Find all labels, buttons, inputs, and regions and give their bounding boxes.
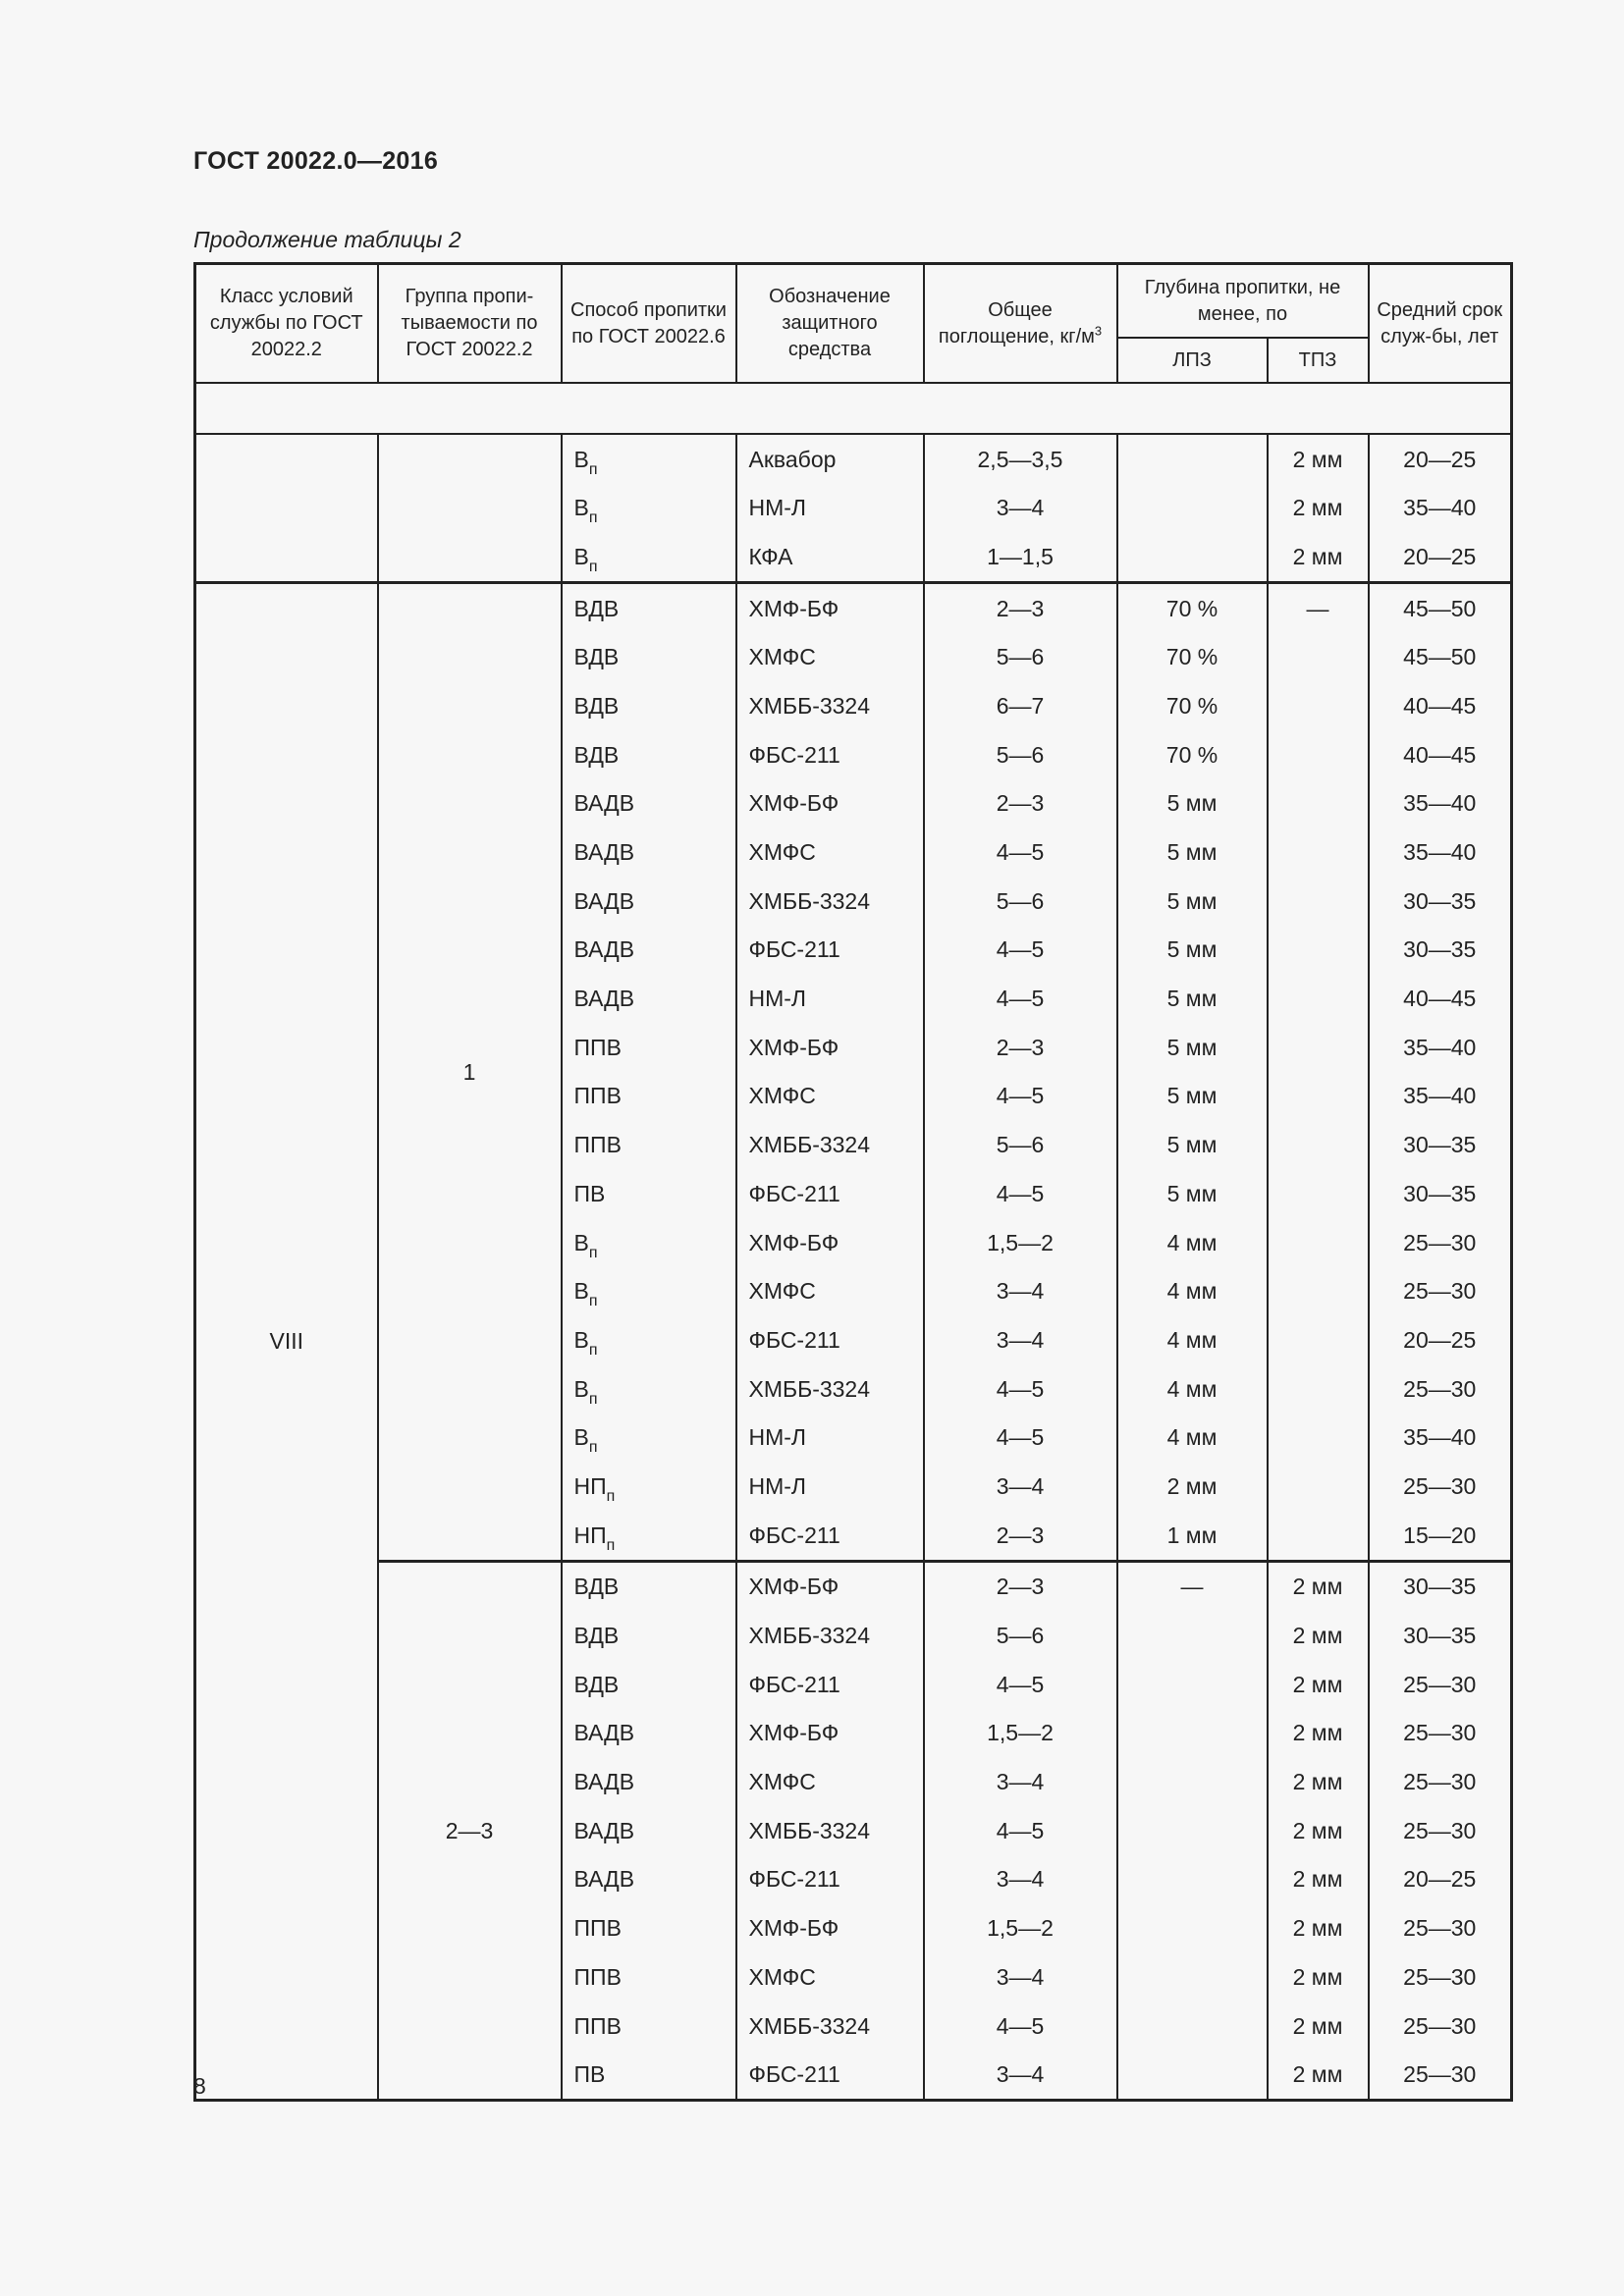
cell-lpz: 5 мм	[1117, 1120, 1268, 1169]
cell-lpz	[1117, 483, 1268, 532]
cell-tpz: 2 мм	[1268, 1709, 1369, 1758]
method-text: ППВ	[573, 1083, 622, 1109]
cell-tpz	[1268, 1266, 1369, 1315]
method-text: ВДВ	[573, 692, 620, 719]
cell-tpz: 2 мм	[1268, 483, 1369, 532]
cell-tpz	[1268, 1364, 1369, 1414]
cell-agent: НМ-Л	[736, 483, 924, 532]
cell-absorption: 5—6	[924, 877, 1117, 926]
cell-absorption: 3—4	[924, 1855, 1117, 1904]
cell-lpz: 5 мм	[1117, 974, 1268, 1023]
cell-tpz: 2 мм	[1268, 2002, 1369, 2051]
cell-class-viii: VIII	[195, 582, 378, 2100]
method-text: НП	[573, 1522, 607, 1548]
cell-agent: НМ-Л	[736, 1413, 924, 1462]
method-subscript: п	[588, 1293, 598, 1310]
cell-life: 30—35	[1369, 1169, 1512, 1218]
cell-tpz: 2 мм	[1268, 434, 1369, 484]
cell-absorption: 3—4	[924, 1462, 1117, 1511]
cell-lpz: 5 мм	[1117, 926, 1268, 975]
cell-method	[562, 730, 736, 779]
cell-life: 35—40	[1369, 1413, 1512, 1462]
document-header: ГОСТ 20022.0—2016	[193, 147, 439, 175]
method-subscript: п	[588, 1390, 598, 1408]
header-group: Группа пропи-тываемости по ГОСТ 20022.2	[378, 264, 562, 384]
cell-agent: ХМФС	[736, 1757, 924, 1806]
cell-life: 25—30	[1369, 1218, 1512, 1267]
header-method: Способ пропитки по ГОСТ 20022.6	[562, 264, 736, 384]
cell-life: 25—30	[1369, 2050, 1512, 2100]
cell-method	[562, 1413, 736, 1462]
method-text: ВДВ	[573, 1623, 620, 1649]
cell-method	[562, 582, 736, 632]
cell-agent: ХМФС	[736, 1952, 924, 2002]
cell-agent: ХМФ-БФ	[736, 1709, 924, 1758]
cell-life: 20—25	[1369, 1315, 1512, 1364]
cell-lpz: 4 мм	[1117, 1218, 1268, 1267]
cell-life: 25—30	[1369, 1903, 1512, 1952]
cell-tpz	[1268, 1315, 1369, 1364]
method-text: ППВ	[573, 1915, 622, 1942]
cell-life: 45—50	[1369, 632, 1512, 681]
cell-lpz: 5 мм	[1117, 828, 1268, 877]
cell-tpz: 2 мм	[1268, 1903, 1369, 1952]
header-absorption	[924, 264, 1117, 384]
cell-tpz	[1268, 1462, 1369, 1511]
cell-lpz: 4 мм	[1117, 1413, 1268, 1462]
cell-tpz	[1268, 974, 1369, 1023]
cell-absorption: 3—4	[924, 1952, 1117, 2002]
cell-absorption: 1,5—2	[924, 1218, 1117, 1267]
cell-method	[562, 1364, 736, 1414]
method-text: В	[573, 1424, 589, 1451]
header-lpz: ЛПЗ	[1117, 338, 1268, 383]
cell-absorption: 1,5—2	[924, 1709, 1117, 1758]
method-text: В	[573, 495, 589, 521]
method-text: ПВ	[573, 1180, 606, 1206]
cell-agent: КФА	[736, 532, 924, 582]
table-row	[195, 1561, 1512, 1611]
method-subscript: п	[588, 1244, 598, 1261]
method-text: В	[573, 1278, 589, 1305]
cell-absorption: 1,5—2	[924, 1903, 1117, 1952]
cell-agent: ХМФ-БФ	[736, 1218, 924, 1267]
header-depth: Глубина пропитки, не менее, по	[1117, 264, 1369, 339]
cell-method	[562, 434, 736, 484]
cell-life: 20—25	[1369, 1855, 1512, 1904]
method-text: В	[573, 543, 589, 569]
cell-life: 25—30	[1369, 2002, 1512, 2051]
method-text: ППВ	[573, 1034, 622, 1060]
cell-absorption: 4—5	[924, 2002, 1117, 2051]
cell-lpz: 4 мм	[1117, 1266, 1268, 1315]
cell-lpz: 5 мм	[1117, 877, 1268, 926]
cell-agent: ФБС-211	[736, 1660, 924, 1709]
method-text: ВДВ	[573, 1574, 620, 1600]
cell-absorption: 4—5	[924, 1413, 1117, 1462]
cell-absorption: 4—5	[924, 1660, 1117, 1709]
cell-absorption: 2—3	[924, 1511, 1117, 1561]
cell-life: 30—35	[1369, 1561, 1512, 1611]
cell-method	[562, 1757, 736, 1806]
method-text: ППВ	[573, 1963, 622, 1990]
cell-method	[562, 1462, 736, 1511]
cell-agent: ХМББ-3324	[736, 2002, 924, 2051]
cell-tpz: 2 мм	[1268, 1561, 1369, 1611]
cell-absorption: 6—7	[924, 681, 1117, 730]
cell-method	[562, 1315, 736, 1364]
method-text: ПВ	[573, 2061, 606, 2088]
cell-agent: ХМФС	[736, 828, 924, 877]
table-row	[195, 434, 1512, 484]
cell-method	[562, 532, 736, 582]
cell-lpz: 70 %	[1117, 582, 1268, 632]
method-subscript: п	[606, 1487, 616, 1505]
cell-agent: ХМББ-3324	[736, 1611, 924, 1660]
method-text: ППВ	[573, 2012, 622, 2039]
cell-agent: ФБС-211	[736, 2050, 924, 2100]
cell-method	[562, 1072, 736, 1121]
method-subscript: п	[588, 509, 598, 527]
cell-lpz	[1117, 532, 1268, 582]
cell-absorption: 2—3	[924, 1561, 1117, 1611]
cell-class-empty	[195, 434, 378, 583]
cell-life: 30—35	[1369, 926, 1512, 975]
cell-lpz	[1117, 1952, 1268, 2002]
cell-life: 40—45	[1369, 730, 1512, 779]
cell-method	[562, 1660, 736, 1709]
cell-life: 40—45	[1369, 681, 1512, 730]
cell-agent: ФБС-211	[736, 730, 924, 779]
cell-lpz	[1117, 1855, 1268, 1904]
method-text: ВАДВ	[573, 1769, 635, 1795]
cell-absorption: 5—6	[924, 1120, 1117, 1169]
method-text: НП	[573, 1472, 607, 1499]
header-absorption-sup: 3	[1094, 322, 1103, 338]
method-text: ВАДВ	[573, 936, 635, 963]
cell-lpz	[1117, 1903, 1268, 1952]
cell-method	[562, 1511, 736, 1561]
cell-tpz	[1268, 1072, 1369, 1121]
cell-tpz	[1268, 1218, 1369, 1267]
impregnation-table	[193, 262, 1513, 2102]
cell-lpz: 70 %	[1117, 632, 1268, 681]
cell-tpz	[1268, 828, 1369, 877]
cell-tpz	[1268, 632, 1369, 681]
cell-life: 25—30	[1369, 1757, 1512, 1806]
cell-agent: ХМББ-3324	[736, 681, 924, 730]
cell-life: 30—35	[1369, 1611, 1512, 1660]
cell-agent: ХМББ-3324	[736, 1806, 924, 1855]
method-subscript: п	[588, 1341, 598, 1359]
method-text: ВДВ	[573, 741, 620, 768]
cell-agent: ХМФ-БФ	[736, 779, 924, 828]
cell-absorption: 4—5	[924, 974, 1117, 1023]
cell-life: 20—25	[1369, 532, 1512, 582]
cell-agent: Аквабор	[736, 434, 924, 484]
method-text: ВДВ	[573, 1671, 620, 1697]
cell-lpz	[1117, 2050, 1268, 2100]
cell-absorption: 3—4	[924, 1757, 1117, 1806]
cell-method	[562, 1855, 736, 1904]
cell-agent: ХМФС	[736, 1266, 924, 1315]
cell-tpz	[1268, 1169, 1369, 1218]
method-text: ВАДВ	[573, 1866, 635, 1893]
cell-life: 15—20	[1369, 1511, 1512, 1561]
cell-agent: ФБС-211	[736, 1315, 924, 1364]
cell-method	[562, 1120, 736, 1169]
cell-tpz	[1268, 779, 1369, 828]
cell-agent: ХМББ-3324	[736, 1364, 924, 1414]
cell-method	[562, 2002, 736, 2051]
cell-tpz: 2 мм	[1268, 1660, 1369, 1709]
cell-life: 25—30	[1369, 1709, 1512, 1758]
cell-lpz: 2 мм	[1117, 1462, 1268, 1511]
cell-agent: ХМББ-3324	[736, 877, 924, 926]
cell-agent: НМ-Л	[736, 974, 924, 1023]
cell-group-empty	[378, 434, 562, 583]
cell-method	[562, 632, 736, 681]
cell-method	[562, 1169, 736, 1218]
cell-absorption: 4—5	[924, 1169, 1117, 1218]
cell-agent: ФБС-211	[736, 1855, 924, 1904]
cell-absorption: 5—6	[924, 632, 1117, 681]
cell-lpz	[1117, 434, 1268, 484]
cell-absorption: 3—4	[924, 483, 1117, 532]
cell-method	[562, 1952, 736, 2002]
header-absorption-text: Общее поглощение, кг/м	[938, 298, 1095, 347]
cell-agent: ФБС-211	[736, 926, 924, 975]
cell-tpz: 2 мм	[1268, 1952, 1369, 2002]
cell-agent: ХМФ-БФ	[736, 1561, 924, 1611]
cell-method	[562, 1611, 736, 1660]
method-text: В	[573, 1375, 589, 1402]
cell-absorption: 3—4	[924, 2050, 1117, 2100]
cell-absorption: 2—3	[924, 779, 1117, 828]
method-text: ВАДВ	[573, 887, 635, 914]
cell-life: 35—40	[1369, 828, 1512, 877]
cell-absorption: 5—6	[924, 1611, 1117, 1660]
cell-method	[562, 1218, 736, 1267]
cell-agent: ХМФ-БФ	[736, 582, 924, 632]
method-text: В	[573, 446, 589, 472]
cell-tpz	[1268, 1023, 1369, 1072]
cell-lpz	[1117, 2002, 1268, 2051]
cell-life: 35—40	[1369, 1023, 1512, 1072]
method-text: ВАДВ	[573, 1817, 635, 1843]
cell-lpz	[1117, 1757, 1268, 1806]
page-number: 8	[193, 2073, 206, 2099]
cell-life: 45—50	[1369, 582, 1512, 632]
cell-group-1: 1	[378, 582, 562, 1561]
cell-life: 30—35	[1369, 877, 1512, 926]
cell-method	[562, 779, 736, 828]
cell-absorption: 4—5	[924, 1364, 1117, 1414]
cell-method	[562, 1561, 736, 1611]
cell-lpz: 70 %	[1117, 730, 1268, 779]
cell-agent: ХМББ-3324	[736, 1120, 924, 1169]
cell-life: 35—40	[1369, 779, 1512, 828]
cell-life: 25—30	[1369, 1660, 1512, 1709]
cell-lpz: —	[1117, 1561, 1268, 1611]
cell-agent: ФБС-211	[736, 1169, 924, 1218]
cell-life: 25—30	[1369, 1806, 1512, 1855]
cell-life: 30—35	[1369, 1120, 1512, 1169]
cell-lpz: 5 мм	[1117, 1072, 1268, 1121]
header-double-rule	[195, 383, 1512, 434]
cell-method	[562, 877, 736, 926]
method-text: ВАДВ	[573, 839, 635, 866]
table-row	[195, 582, 1512, 632]
cell-lpz: 70 %	[1117, 681, 1268, 730]
cell-lpz	[1117, 1806, 1268, 1855]
cell-method	[562, 483, 736, 532]
cell-method	[562, 926, 736, 975]
header-agent: Обозначение защитного средства	[736, 264, 924, 384]
cell-method	[562, 974, 736, 1023]
cell-tpz: 2 мм	[1268, 2050, 1369, 2100]
cell-life: 35—40	[1369, 483, 1512, 532]
cell-absorption: 4—5	[924, 828, 1117, 877]
cell-tpz	[1268, 1120, 1369, 1169]
cell-method	[562, 681, 736, 730]
header-life: Средний срок служ-бы, лет	[1369, 264, 1512, 384]
cell-agent: ФБС-211	[736, 1511, 924, 1561]
cell-life: 25—30	[1369, 1462, 1512, 1511]
cell-agent: НМ-Л	[736, 1462, 924, 1511]
cell-absorption: 4—5	[924, 1072, 1117, 1121]
cell-lpz: 5 мм	[1117, 1023, 1268, 1072]
method-subscript: п	[606, 1536, 616, 1554]
cell-lpz: 4 мм	[1117, 1364, 1268, 1414]
cell-tpz: 2 мм	[1268, 532, 1369, 582]
cell-method	[562, 1266, 736, 1315]
cell-life: 25—30	[1369, 1952, 1512, 2002]
cell-tpz: 2 мм	[1268, 1757, 1369, 1806]
method-subscript: п	[588, 460, 598, 478]
cell-tpz: 2 мм	[1268, 1611, 1369, 1660]
cell-lpz: 1 мм	[1117, 1511, 1268, 1561]
cell-method	[562, 1709, 736, 1758]
cell-lpz	[1117, 1709, 1268, 1758]
cell-group-2-3: 2—3	[378, 1561, 562, 2101]
method-text: ВАДВ	[573, 790, 635, 817]
cell-tpz	[1268, 1511, 1369, 1561]
cell-tpz	[1268, 926, 1369, 975]
cell-method	[562, 1903, 736, 1952]
header-tpz: ТПЗ	[1268, 338, 1369, 383]
cell-absorption: 3—4	[924, 1315, 1117, 1364]
cell-agent: ХМФС	[736, 1072, 924, 1121]
cell-life: 20—25	[1369, 434, 1512, 484]
cell-absorption: 3—4	[924, 1266, 1117, 1315]
method-text: В	[573, 1326, 589, 1353]
cell-life: 25—30	[1369, 1364, 1512, 1414]
cell-lpz	[1117, 1611, 1268, 1660]
cell-agent: ХМФС	[736, 632, 924, 681]
cell-tpz	[1268, 730, 1369, 779]
cell-absorption: 2—3	[924, 582, 1117, 632]
cell-life: 35—40	[1369, 1072, 1512, 1121]
method-text: ВАДВ	[573, 1720, 635, 1746]
cell-method	[562, 2050, 736, 2100]
header-class: Класс условий службы по ГОСТ 20022.2	[195, 264, 378, 384]
cell-absorption: 2,5—3,5	[924, 434, 1117, 484]
cell-life: 40—45	[1369, 974, 1512, 1023]
cell-agent: ХМФ-БФ	[736, 1023, 924, 1072]
cell-lpz	[1117, 1660, 1268, 1709]
cell-lpz: 4 мм	[1117, 1315, 1268, 1364]
cell-method	[562, 1806, 736, 1855]
method-text: В	[573, 1229, 589, 1255]
cell-tpz	[1268, 877, 1369, 926]
method-subscript: п	[588, 558, 598, 575]
method-text: ВДВ	[573, 595, 620, 621]
method-text: ВАДВ	[573, 986, 635, 1012]
cell-absorption: 5—6	[924, 730, 1117, 779]
cell-absorption: 2—3	[924, 1023, 1117, 1072]
cell-absorption: 4—5	[924, 926, 1117, 975]
method-subscript: п	[588, 1439, 598, 1457]
cell-lpz: 5 мм	[1117, 779, 1268, 828]
cell-agent: ХМФ-БФ	[736, 1903, 924, 1952]
table-caption: Продолжение таблицы 2	[193, 227, 461, 252]
cell-absorption: 4—5	[924, 1806, 1117, 1855]
cell-method	[562, 1023, 736, 1072]
method-text: ВДВ	[573, 644, 620, 670]
cell-lpz: 5 мм	[1117, 1169, 1268, 1218]
cell-tpz	[1268, 1413, 1369, 1462]
cell-tpz: 2 мм	[1268, 1855, 1369, 1904]
cell-absorption: 1—1,5	[924, 532, 1117, 582]
cell-tpz	[1268, 681, 1369, 730]
cell-life: 25—30	[1369, 1266, 1512, 1315]
cell-tpz: 2 мм	[1268, 1806, 1369, 1855]
method-text: ППВ	[573, 1132, 622, 1158]
cell-tpz: —	[1268, 582, 1369, 632]
cell-method	[562, 828, 736, 877]
